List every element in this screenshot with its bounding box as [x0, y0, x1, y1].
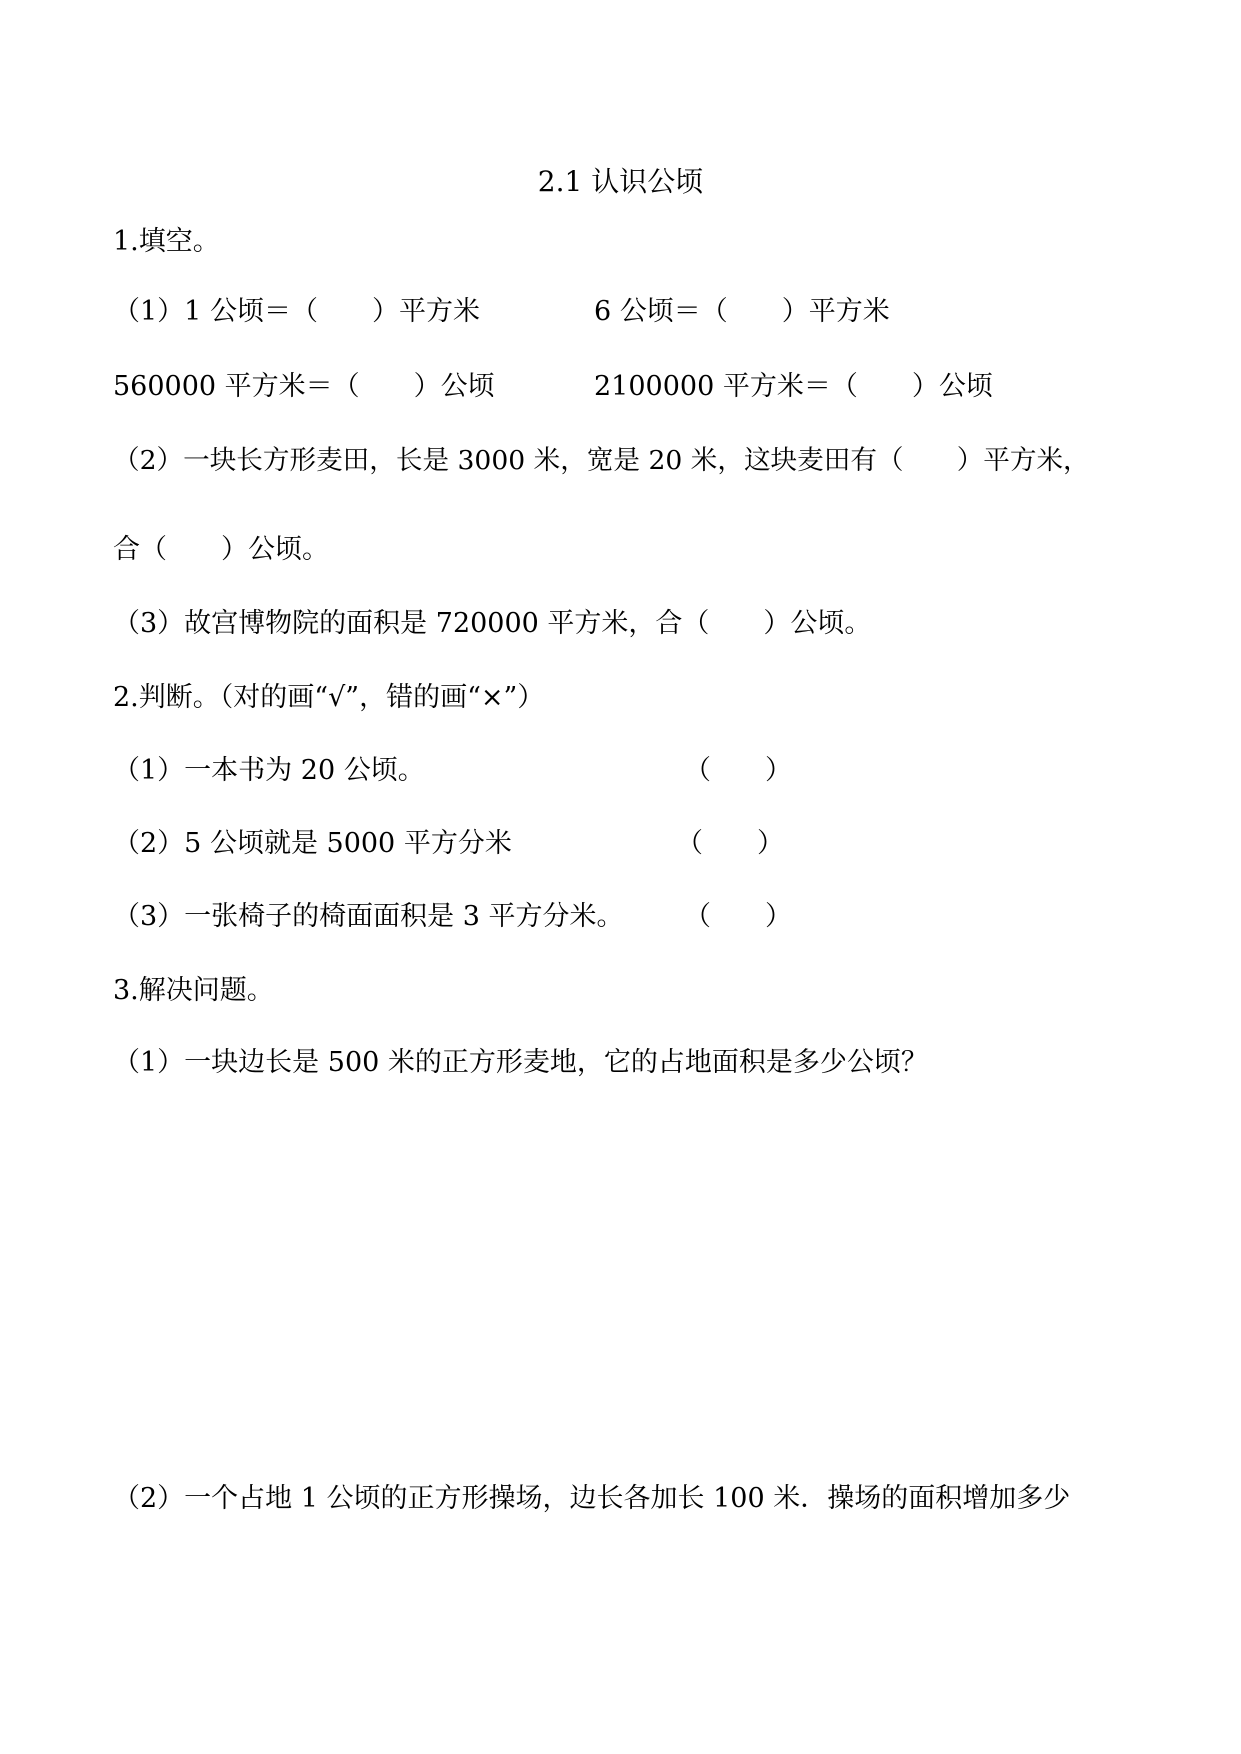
- judge-item-2: （2）5 公顷就是 5000 平方分米: [113, 828, 512, 859]
- fill-q1-row1-right: 6 公顷＝（ ）平方米: [594, 296, 890, 327]
- fill-q1-row2-left: 560000 平方米＝（ ）公顷: [113, 371, 495, 402]
- judge-item-1: （1）一本书为 20 公顷。: [113, 755, 425, 786]
- judge-item-3-blank: （ ）: [684, 901, 792, 932]
- fill-q2-line2: 合（ ）公顷。: [113, 534, 329, 565]
- problem-1: （1）一块边长是 500 米的正方形麦地，它的占地面积是多少公顷？: [113, 1047, 928, 1078]
- judge-item-1-blank: （ ）: [684, 755, 792, 786]
- judge-item-3: （3）一张椅子的椅面面积是 3 平方分米。: [113, 901, 624, 932]
- fill-q1-row2-right: 2100000 平方米＝（ ）公顷: [594, 371, 993, 402]
- fill-q3: （3）故宫博物院的面积是 720000 平方米，合（ ）公顷。: [113, 608, 872, 639]
- section-2-heading: 2.判断。（对的画“√”，错的画“×”）: [113, 682, 545, 713]
- page-title: 2.1 认识公顷: [537, 165, 704, 198]
- section-1-heading: 1.填空。: [113, 226, 220, 257]
- section-3-heading: 3.解决问题。: [113, 975, 274, 1006]
- problem-2: （2）一个占地 1 公顷的正方形操场，边长各加长 100 米．操场的面积增加多少: [113, 1483, 1071, 1514]
- fill-q1-row1-left: （1）1 公顷＝（ ）平方米: [113, 296, 480, 327]
- judge-item-2-blank: （ ）: [676, 828, 784, 859]
- fill-q2-line1: （2）一块长方形麦田，长是 3000 米，宽是 20 米，这块麦田有（ ）平方米，: [113, 445, 1090, 476]
